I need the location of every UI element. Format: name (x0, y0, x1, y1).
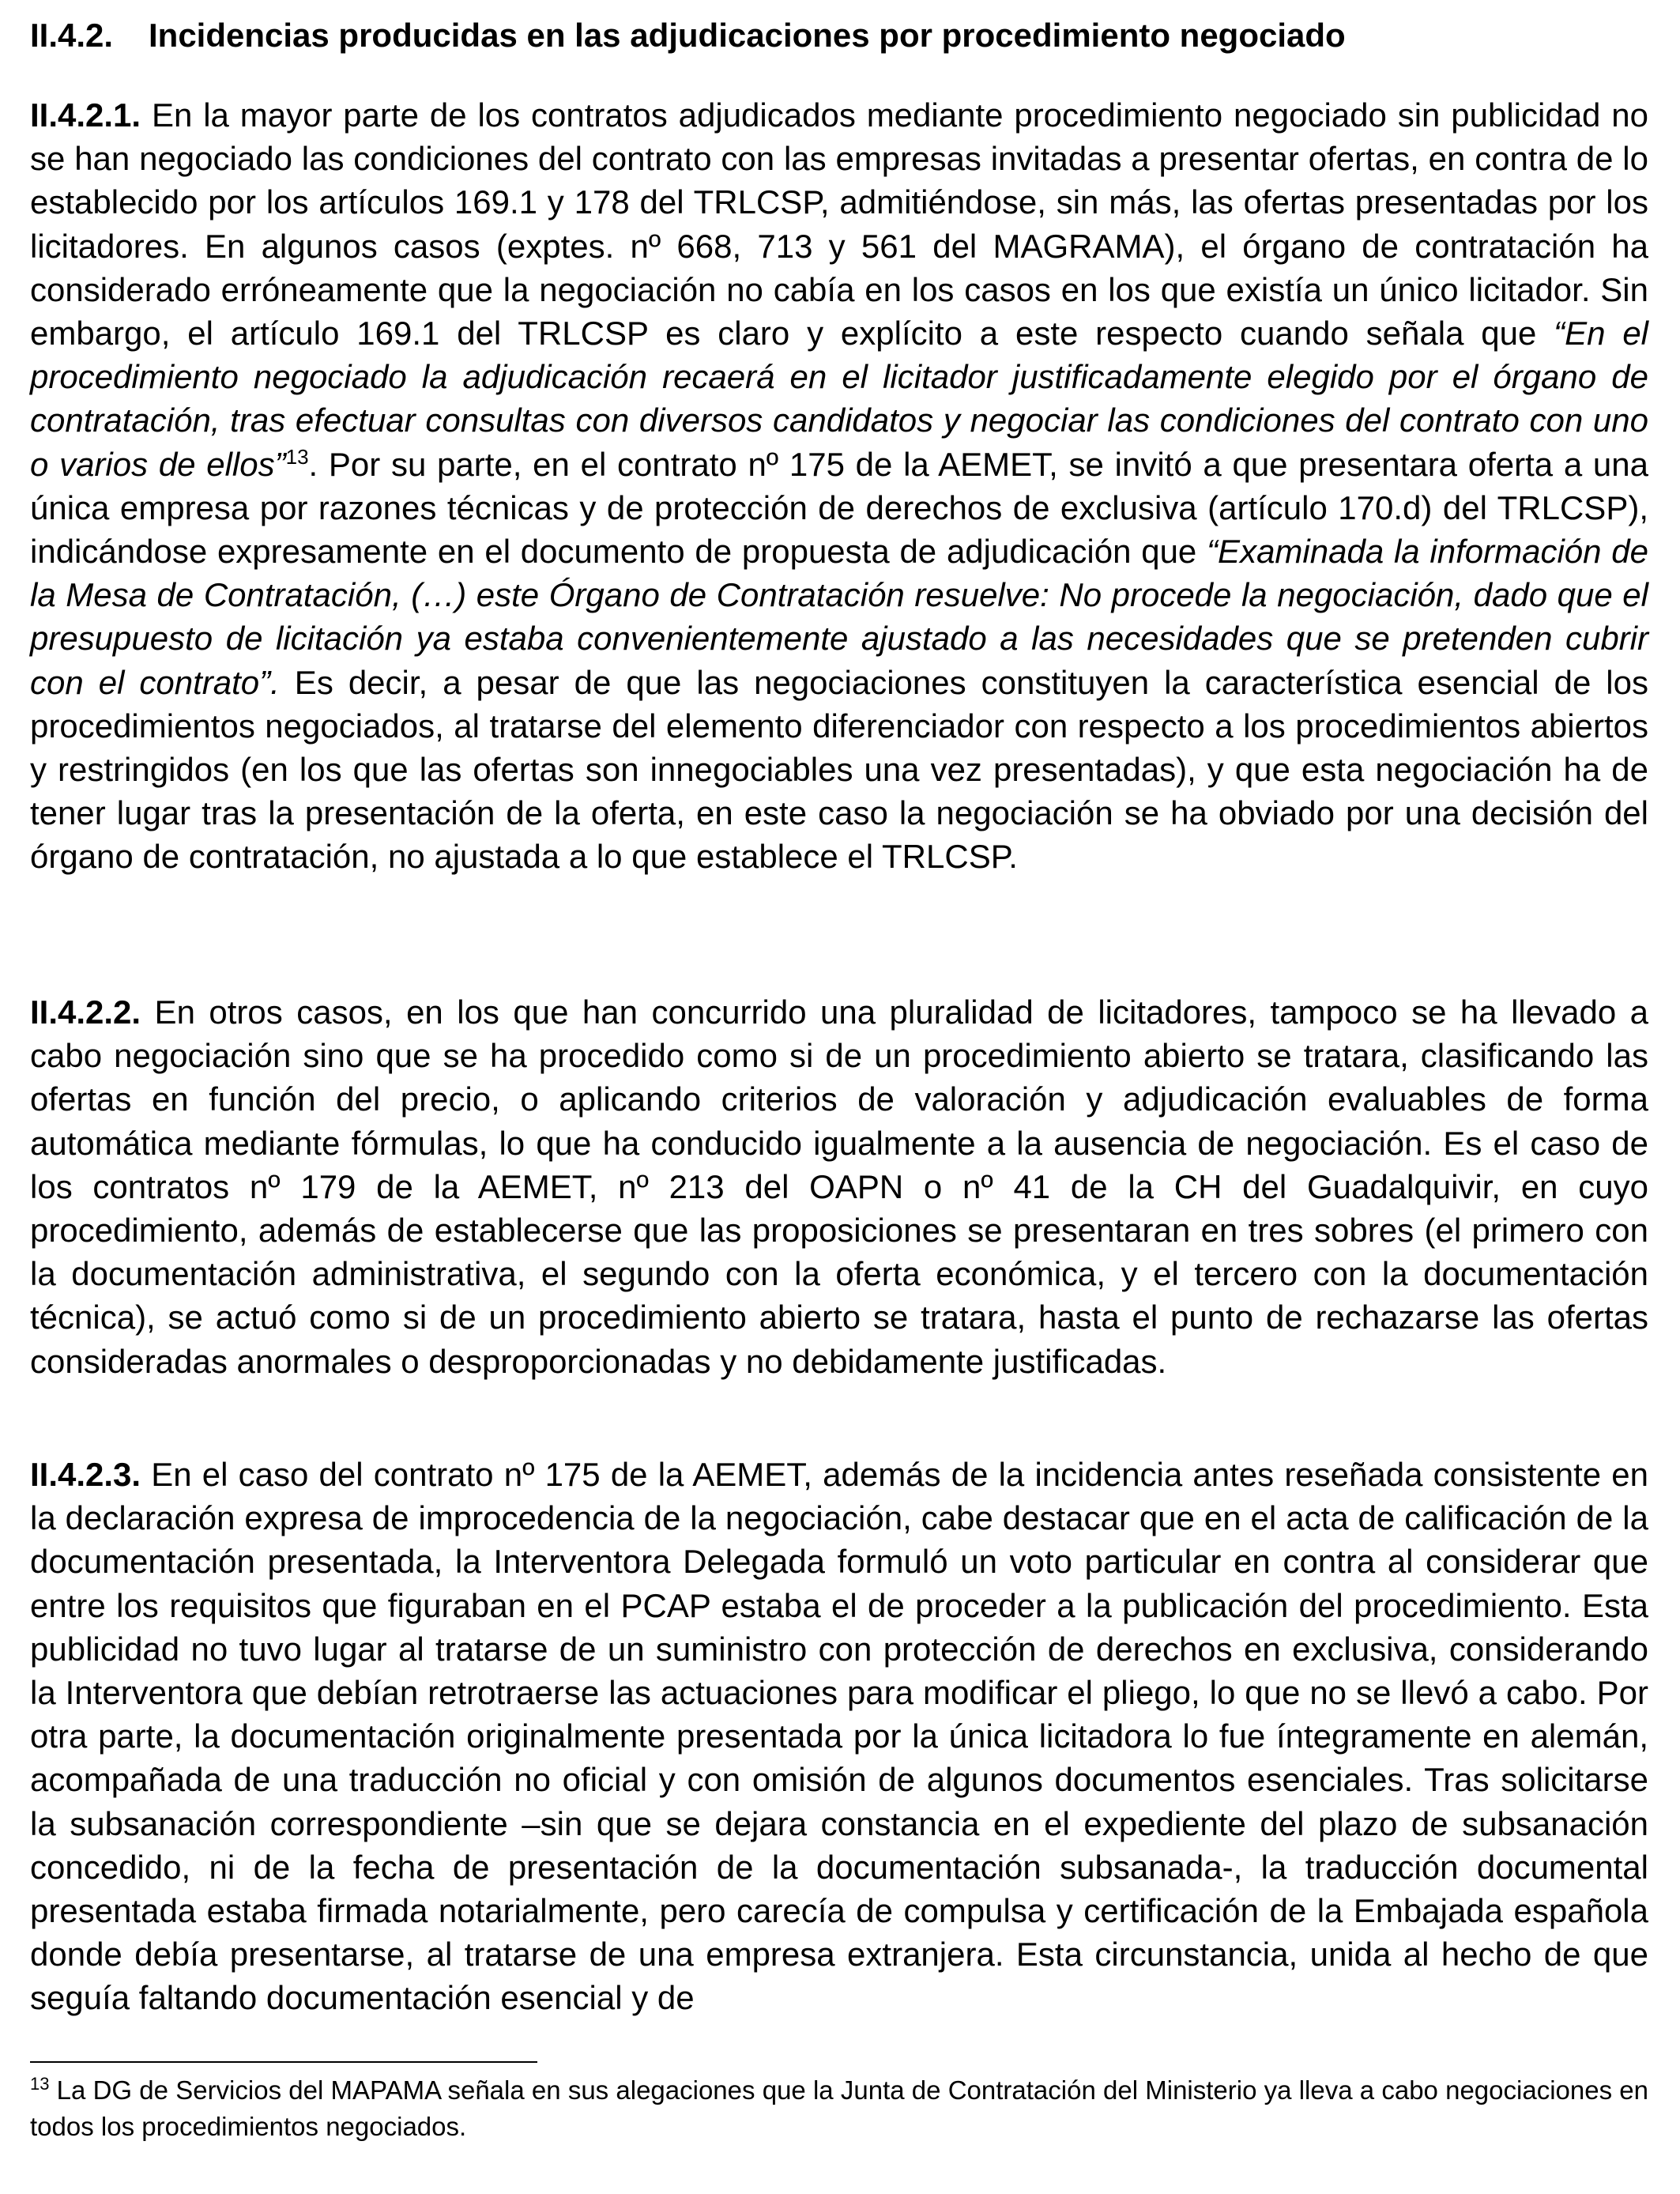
footnote-reference: 13 (285, 444, 309, 469)
paragraph-text: En la mayor parte de los contratos adjudicados mediante procedimiento negociado sin publicidad no se han negociado las condiciones del contrato con las empresas invitadas a presentar ofertas, en contra de lo establecido por los artículos 169.1 y 178 del TRLCSP, admitiéndose, sin más, las ofertas presentadas por los licitadores. En algunos casos (exptes. nº 668, 713 y 561 del MAGRAMA), el órgano de contratación ha considerado erróneamente que la negociación no cabía en los casos en los que existía un único licitador. Sin embargo, el artículo 169.1 del TRLCSP es claro y explícito a este respecto cuando señala que (30, 96, 1648, 352)
footnote-separator (30, 2061, 537, 2063)
paragraph-number: II.4.2.2. (30, 993, 141, 1031)
section-heading (30, 14, 1346, 57)
paragraph-ii-4-2-2 (30, 990, 1648, 1383)
paragraph-ii-4-2-1 (30, 93, 1648, 879)
paragraph-text: . Por su parte, en el contrato nº 175 de la AEMET, se invitó a que presentara oferta a una única empresa por razones técnicas y de protección de derechos de exclusiva (artículo 170.d) del TRLCSP), indicándose expresamente en el documento de propuesta de adjudicación que (30, 445, 1648, 571)
paragraph-ii-4-2-3 (30, 1453, 1648, 2020)
paragraph-text: Es decir, a pesar de que las negociaciones constituyen la característica esencial de los procedimientos negociados, al tratarse del elemento diferenciador con respecto a los procedimientos abiertos y restringidos (en los que las ofertas son innegociables una vez presentadas), y que esta negociación ha de tener lugar tras la presentación de la oferta, en este caso la negociación se ha obviado por una decisión del órgano de contratación, no ajustada a lo que establece el TRLCSP. (30, 663, 1648, 876)
paragraph-text: En otros casos, en los que han concurrido una pluralidad de licitadores, tampoco se ha llevado a cabo negociación sino que se ha procedido como si de un procedimiento abierto se tratara, clasificando las ofertas en función del precio, o aplicando criterios de valoración y adjudicación evaluables de forma automática mediante fórmulas, lo que ha conducido igualmente a la ausencia de negociación. Es el caso de los contratos nº 179 de la AEMET, nº 213 del OAPN o nº 41 de la CH del Guadalquivir, en cuyo procedimiento, además de establecerse que las proposiciones se presentaran en tres sobres (el primero con la documentación administrativa, el segundo con la oferta económica, y el tercero con la documentación técnica), se actuó como si de un procedimiento abierto se tratara, hasta el punto de rechazarse las ofertas consideradas anormales o desproporcionadas y no debidamente justificadas. (30, 993, 1648, 1380)
section-title: Incidencias producidas en las adjudicaciones por procedimiento negociado (149, 17, 1346, 54)
section-number: II.4.2. (30, 17, 114, 54)
footnote (30, 2072, 1648, 2145)
paragraph-number: II.4.2.3. (30, 1456, 141, 1493)
footnote-number: 13 (30, 2074, 50, 2094)
quoted-article-text: “En el procedimiento negociado la adjudicación recaerá en el licitador justificadamente elegido por el órgano de contratación, tras efectuar consultas con diversos candidatos y negociar las condiciones del contrato con uno o varios de ellos” (30, 315, 1649, 483)
paragraph-text: En el caso del contrato nº 175 de la AEMET, además de la incidencia antes reseñada consistente en la declaración expresa de improcedencia de la negociación, cabe destacar que en el acta de calificación de la documentación presentada, la Interventora Delegada formuló un voto particular en contra al considerar que entre los requisitos que figuraban en el PCAP estaba el de proceder a la publicación del procedimiento. Esta publicidad no tuvo lugar al tratarse de un suministro con protección de derechos en exclusiva, considerando la Interventora que debían retrotraerse las actuaciones para modificar el pliego, lo que no se llevó a cabo. Por otra parte, la documentación originalmente presentada por la única licitadora lo fue íntegramente en alemán, acompañada de una traducción no oficial y con omisión de algunos documentos esenciales. Tras solicitarse la subsanación correspondiente –sin que se dejara constancia en el expediente del plazo de subsanación concedido, ni de la fecha de presentación de la documentación subsanada-, la traducción documental presentada estaba firmada notarialmente, pero carecía de compulsa y certificación de la Embajada española donde debía presentarse, al tratarse de una empresa extranjera. Esta circunstancia, unida al hecho de que seguía faltando documentación esencial y de (30, 1456, 1648, 2017)
footnote-text: La DG de Servicios del MAPAMA señala en sus alegaciones que la Junta de Contratación del Ministerio ya lleva a cabo negociaciones en todos los procedimientos negociados. (30, 2075, 1648, 2141)
quoted-proposal-text: “Examinada la información de la Mesa de Contratación, (…) este Órgano de Contratación resuelve: No procede la negociación, dado que el presupuesto de licitación ya estaba convenientemente ajustado a las necesidades que se pretenden cubrir con el contrato”. (30, 533, 1648, 701)
paragraph-number: II.4.2.1. (30, 96, 141, 134)
